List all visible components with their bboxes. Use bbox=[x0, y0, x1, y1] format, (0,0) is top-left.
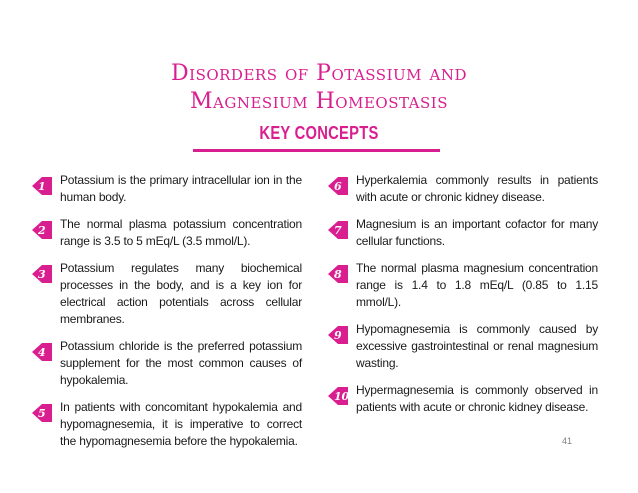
concept-item bbox=[328, 216, 598, 250]
numbered-arrow-icon bbox=[328, 386, 348, 406]
concept-item bbox=[32, 338, 302, 389]
numbered-arrow-icon bbox=[328, 176, 348, 196]
left-concepts-column bbox=[32, 172, 302, 460]
concept-text: Potassium is the primary intracellular ion in the human body. bbox=[60, 173, 302, 204]
numbered-arrow-icon bbox=[32, 220, 52, 240]
concept-item bbox=[32, 399, 302, 450]
concept-number: 6 bbox=[334, 180, 342, 193]
concept-text: Hyperkalemia commonly results in patients with acute or chronic kidney disease. bbox=[356, 173, 598, 204]
title-line-1: Disorders of Potassium and bbox=[171, 61, 467, 86]
concept-text: The normal plasma magnesium concentration range is 1.4 to 1.8 mEq/L (0.85 to 1.15 mmol/L). bbox=[356, 261, 598, 309]
concept-text: Potassium regulates many biochemical processes in the body, and is a key ion for electrical action potentials across cellular membranes. bbox=[60, 261, 302, 326]
concept-item bbox=[328, 382, 598, 416]
concept-number: 3 bbox=[38, 268, 46, 281]
title-line-2: Magnesium Homeostasis bbox=[190, 89, 448, 114]
concept-number: 10 bbox=[334, 390, 349, 403]
concept-item bbox=[328, 321, 598, 372]
concept-text: Hypermagnesemia is commonly observed in patients with acute or chronic kidney disease. bbox=[356, 383, 598, 414]
numbered-arrow-icon bbox=[328, 325, 348, 345]
concept-number: 9 bbox=[334, 329, 342, 342]
numbered-arrow-icon bbox=[328, 220, 348, 240]
concept-number: 5 bbox=[38, 407, 46, 420]
concept-number: 2 bbox=[38, 224, 46, 237]
concept-number: 4 bbox=[38, 346, 46, 359]
concept-item bbox=[32, 216, 302, 250]
numbered-arrow-icon bbox=[32, 176, 52, 196]
numbered-arrow-icon bbox=[32, 342, 52, 362]
concept-item bbox=[328, 260, 598, 311]
key-concepts-heading: KEY CONCEPTS bbox=[259, 123, 379, 143]
heading-underline bbox=[193, 149, 440, 152]
concept-number: 8 bbox=[334, 268, 342, 281]
concept-text: Potassium chloride is the preferred potassium supplement for the most common causes of hypokalemia. bbox=[60, 339, 302, 387]
numbered-arrow-icon bbox=[32, 403, 52, 423]
concept-number: 1 bbox=[38, 180, 46, 193]
concept-item bbox=[32, 172, 302, 206]
concept-text: Magnesium is an important cofactor for many cellular functions. bbox=[356, 217, 598, 248]
numbered-arrow-icon bbox=[32, 264, 52, 284]
concept-number: 7 bbox=[334, 224, 342, 237]
concept-text: The normal plasma potassium concentration range is 3.5 to 5 mEq/L (3.5 mmol/L). bbox=[60, 217, 302, 248]
concept-text: In patients with concomitant hypokalemia and hypomagnesemia, it is imperative to correct the hypomagnesemia before the hypokalemia. bbox=[60, 400, 302, 448]
concept-item bbox=[328, 172, 598, 206]
page-title bbox=[0, 60, 638, 116]
concept-text: Hypomagnesemia is commonly caused by excessive gastrointestinal or renal magnesium wasting. bbox=[356, 322, 598, 370]
concept-item bbox=[32, 260, 302, 328]
numbered-arrow-icon bbox=[328, 264, 348, 284]
page-number: 41 bbox=[562, 436, 573, 446]
right-concepts-column bbox=[328, 172, 598, 426]
